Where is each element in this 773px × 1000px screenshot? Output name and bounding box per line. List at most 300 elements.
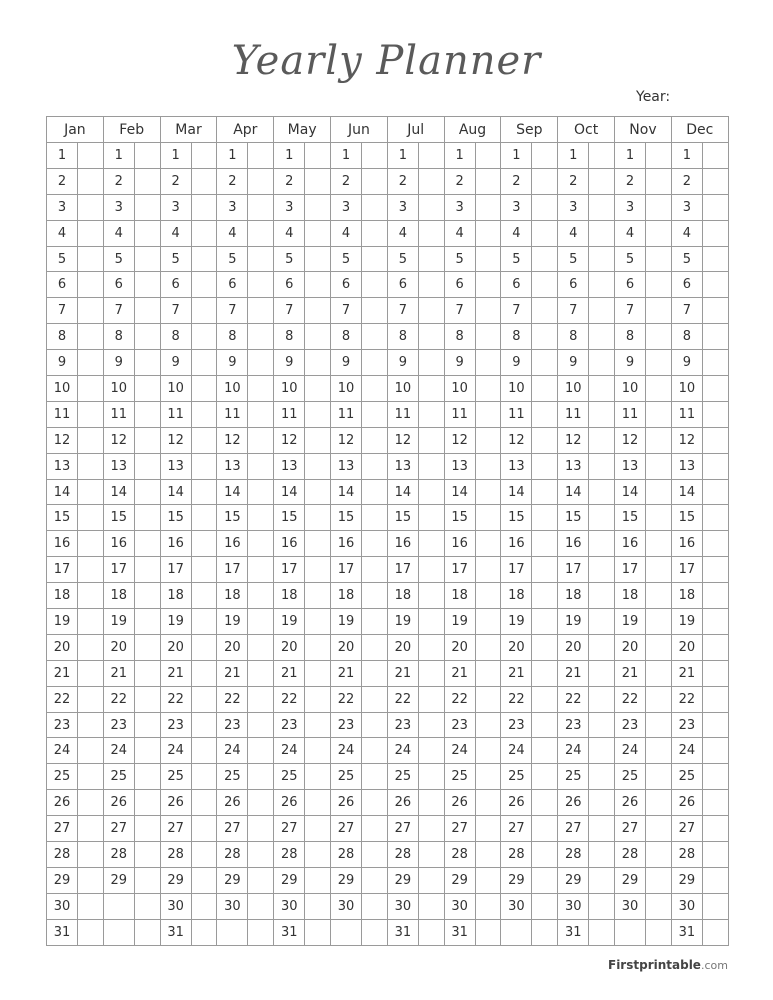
day-note-cell[interactable]: [78, 893, 104, 919]
day-note-cell[interactable]: [191, 401, 217, 427]
day-note-cell[interactable]: [646, 324, 672, 350]
day-note-cell[interactable]: [702, 842, 728, 868]
day-note-cell[interactable]: [134, 660, 160, 686]
day-note-cell[interactable]: [134, 842, 160, 868]
day-note-cell[interactable]: [646, 816, 672, 842]
day-note-cell[interactable]: [362, 764, 388, 790]
day-note-cell[interactable]: [532, 453, 558, 479]
day-note-cell[interactable]: [646, 194, 672, 220]
day-note-cell[interactable]: [475, 609, 501, 635]
day-note-cell[interactable]: [191, 505, 217, 531]
day-note-cell[interactable]: [532, 686, 558, 712]
day-note-cell[interactable]: [305, 376, 331, 402]
day-note-cell[interactable]: [646, 738, 672, 764]
day-note-cell[interactable]: [589, 427, 615, 453]
day-note-cell[interactable]: [532, 220, 558, 246]
day-note-cell[interactable]: [362, 816, 388, 842]
day-note-cell[interactable]: [305, 919, 331, 945]
day-note-cell[interactable]: [418, 738, 444, 764]
day-note-cell[interactable]: [134, 764, 160, 790]
day-note-cell[interactable]: [418, 298, 444, 324]
day-note-cell[interactable]: [134, 376, 160, 402]
day-note-cell[interactable]: [191, 350, 217, 376]
day-note-cell[interactable]: [362, 168, 388, 194]
day-note-cell[interactable]: [646, 220, 672, 246]
day-note-cell[interactable]: [475, 505, 501, 531]
day-note-cell[interactable]: [589, 583, 615, 609]
day-note-cell[interactable]: [475, 816, 501, 842]
day-note-cell[interactable]: [646, 583, 672, 609]
day-note-cell[interactable]: [305, 220, 331, 246]
day-note-cell[interactable]: [191, 634, 217, 660]
day-note-cell[interactable]: [362, 324, 388, 350]
day-note-cell[interactable]: [702, 686, 728, 712]
day-note-cell[interactable]: [475, 634, 501, 660]
day-note-cell[interactable]: [702, 143, 728, 169]
day-note-cell[interactable]: [134, 479, 160, 505]
day-note-cell[interactable]: [475, 298, 501, 324]
day-note-cell[interactable]: [702, 324, 728, 350]
day-note-cell[interactable]: [78, 712, 104, 738]
day-note-cell[interactable]: [418, 324, 444, 350]
day-note-cell[interactable]: [532, 376, 558, 402]
day-note-cell[interactable]: [248, 427, 274, 453]
day-note-cell[interactable]: [418, 376, 444, 402]
day-note-cell[interactable]: [305, 764, 331, 790]
day-note-cell[interactable]: [305, 324, 331, 350]
day-note-cell[interactable]: [305, 893, 331, 919]
day-note-cell[interactable]: [191, 816, 217, 842]
day-note-cell[interactable]: [475, 842, 501, 868]
day-note-cell[interactable]: [134, 867, 160, 893]
day-note-cell[interactable]: [191, 583, 217, 609]
day-note-cell[interactable]: [78, 505, 104, 531]
day-note-cell[interactable]: [418, 531, 444, 557]
day-note-cell[interactable]: [475, 660, 501, 686]
day-note-cell[interactable]: [305, 168, 331, 194]
day-note-cell[interactable]: [589, 919, 615, 945]
day-note-cell[interactable]: [646, 634, 672, 660]
day-note-cell[interactable]: [134, 531, 160, 557]
day-note-cell[interactable]: [362, 660, 388, 686]
day-note-cell[interactable]: [646, 686, 672, 712]
day-note-cell[interactable]: [702, 427, 728, 453]
day-note-cell[interactable]: [475, 479, 501, 505]
day-note-cell[interactable]: [475, 790, 501, 816]
day-note-cell[interactable]: [589, 246, 615, 272]
day-note-cell[interactable]: [78, 298, 104, 324]
day-note-cell[interactable]: [248, 220, 274, 246]
day-note-cell[interactable]: [702, 298, 728, 324]
day-note-cell[interactable]: [78, 557, 104, 583]
day-note-cell[interactable]: [305, 272, 331, 298]
day-note-cell[interactable]: [362, 479, 388, 505]
day-note-cell[interactable]: [702, 816, 728, 842]
day-note-cell[interactable]: [532, 324, 558, 350]
day-note-cell[interactable]: [646, 401, 672, 427]
day-note-cell[interactable]: [191, 168, 217, 194]
day-note-cell[interactable]: [248, 919, 274, 945]
day-note-cell[interactable]: [305, 505, 331, 531]
day-note-cell[interactable]: [418, 143, 444, 169]
day-note-cell[interactable]: [362, 634, 388, 660]
day-note-cell[interactable]: [78, 220, 104, 246]
day-note-cell[interactable]: [589, 867, 615, 893]
day-note-cell[interactable]: [475, 194, 501, 220]
day-note-cell[interactable]: [305, 660, 331, 686]
day-note-cell[interactable]: [532, 427, 558, 453]
day-note-cell[interactable]: [475, 143, 501, 169]
day-note-cell[interactable]: [418, 712, 444, 738]
day-note-cell[interactable]: [191, 246, 217, 272]
day-note-cell[interactable]: [78, 453, 104, 479]
day-note-cell[interactable]: [248, 479, 274, 505]
day-note-cell[interactable]: [362, 893, 388, 919]
day-note-cell[interactable]: [475, 272, 501, 298]
day-note-cell[interactable]: [475, 531, 501, 557]
day-note-cell[interactable]: [475, 350, 501, 376]
day-note-cell[interactable]: [532, 634, 558, 660]
day-note-cell[interactable]: [475, 557, 501, 583]
day-note-cell[interactable]: [532, 194, 558, 220]
day-note-cell[interactable]: [191, 427, 217, 453]
day-note-cell[interactable]: [646, 479, 672, 505]
day-note-cell[interactable]: [248, 867, 274, 893]
day-note-cell[interactable]: [532, 168, 558, 194]
day-note-cell[interactable]: [248, 401, 274, 427]
day-note-cell[interactable]: [702, 893, 728, 919]
day-note-cell[interactable]: [134, 194, 160, 220]
day-note-cell[interactable]: [78, 660, 104, 686]
day-note-cell[interactable]: [475, 401, 501, 427]
day-note-cell[interactable]: [702, 479, 728, 505]
day-note-cell[interactable]: [646, 427, 672, 453]
day-note-cell[interactable]: [646, 246, 672, 272]
day-note-cell[interactable]: [362, 557, 388, 583]
day-note-cell[interactable]: [78, 401, 104, 427]
day-note-cell[interactable]: [475, 867, 501, 893]
day-note-cell[interactable]: [362, 583, 388, 609]
day-note-cell[interactable]: [134, 401, 160, 427]
day-note-cell[interactable]: [78, 686, 104, 712]
day-note-cell[interactable]: [702, 220, 728, 246]
day-note-cell[interactable]: [589, 764, 615, 790]
day-note-cell[interactable]: [134, 712, 160, 738]
day-note-cell[interactable]: [362, 143, 388, 169]
day-note-cell[interactable]: [418, 919, 444, 945]
day-note-cell[interactable]: [362, 531, 388, 557]
day-note-cell[interactable]: [532, 660, 558, 686]
day-note-cell[interactable]: [646, 867, 672, 893]
day-note-cell[interactable]: [532, 764, 558, 790]
day-note-cell[interactable]: [532, 246, 558, 272]
day-note-cell[interactable]: [589, 194, 615, 220]
day-note-cell[interactable]: [305, 583, 331, 609]
day-note-cell[interactable]: [532, 143, 558, 169]
day-note-cell[interactable]: [418, 246, 444, 272]
day-note-cell[interactable]: [418, 686, 444, 712]
day-note-cell[interactable]: [646, 893, 672, 919]
day-note-cell[interactable]: [418, 867, 444, 893]
day-note-cell[interactable]: [305, 790, 331, 816]
day-note-cell[interactable]: [362, 738, 388, 764]
day-note-cell[interactable]: [248, 634, 274, 660]
day-note-cell[interactable]: [589, 505, 615, 531]
day-note-cell[interactable]: [134, 634, 160, 660]
day-note-cell[interactable]: [646, 764, 672, 790]
day-note-cell[interactable]: [362, 376, 388, 402]
day-note-cell[interactable]: [362, 453, 388, 479]
day-note-cell[interactable]: [78, 867, 104, 893]
day-note-cell[interactable]: [532, 790, 558, 816]
day-note-cell[interactable]: [248, 816, 274, 842]
day-note-cell[interactable]: [134, 738, 160, 764]
day-note-cell[interactable]: [418, 842, 444, 868]
day-note-cell[interactable]: [646, 376, 672, 402]
day-note-cell[interactable]: [248, 194, 274, 220]
day-note-cell[interactable]: [418, 427, 444, 453]
day-note-cell[interactable]: [305, 738, 331, 764]
day-note-cell[interactable]: [191, 686, 217, 712]
day-note-cell[interactable]: [78, 272, 104, 298]
day-note-cell[interactable]: [305, 350, 331, 376]
day-note-cell[interactable]: [191, 531, 217, 557]
day-note-cell[interactable]: [532, 893, 558, 919]
day-note-cell[interactable]: [78, 194, 104, 220]
day-note-cell[interactable]: [702, 168, 728, 194]
day-note-cell[interactable]: [305, 246, 331, 272]
day-note-cell[interactable]: [305, 609, 331, 635]
day-note-cell[interactable]: [78, 168, 104, 194]
day-note-cell[interactable]: [134, 453, 160, 479]
day-note-cell[interactable]: [646, 298, 672, 324]
day-note-cell[interactable]: [78, 143, 104, 169]
day-note-cell[interactable]: [646, 505, 672, 531]
day-note-cell[interactable]: [305, 686, 331, 712]
day-note-cell[interactable]: [532, 298, 558, 324]
day-note-cell[interactable]: [134, 893, 160, 919]
day-note-cell[interactable]: [78, 738, 104, 764]
day-note-cell[interactable]: [475, 764, 501, 790]
day-note-cell[interactable]: [78, 324, 104, 350]
day-note-cell[interactable]: [475, 712, 501, 738]
day-note-cell[interactable]: [362, 609, 388, 635]
day-note-cell[interactable]: [475, 453, 501, 479]
day-note-cell[interactable]: [475, 738, 501, 764]
day-note-cell[interactable]: [305, 453, 331, 479]
day-note-cell[interactable]: [418, 401, 444, 427]
day-note-cell[interactable]: [589, 790, 615, 816]
day-note-cell[interactable]: [134, 350, 160, 376]
day-note-cell[interactable]: [134, 557, 160, 583]
day-note-cell[interactable]: [702, 557, 728, 583]
day-note-cell[interactable]: [702, 246, 728, 272]
day-note-cell[interactable]: [362, 246, 388, 272]
day-note-cell[interactable]: [418, 350, 444, 376]
day-note-cell[interactable]: [418, 790, 444, 816]
day-note-cell[interactable]: [248, 376, 274, 402]
day-note-cell[interactable]: [646, 350, 672, 376]
day-note-cell[interactable]: [78, 479, 104, 505]
day-note-cell[interactable]: [134, 246, 160, 272]
day-note-cell[interactable]: [191, 712, 217, 738]
day-note-cell[interactable]: [418, 194, 444, 220]
day-note-cell[interactable]: [134, 143, 160, 169]
day-note-cell[interactable]: [134, 168, 160, 194]
day-note-cell[interactable]: [532, 816, 558, 842]
day-note-cell[interactable]: [532, 479, 558, 505]
day-note-cell[interactable]: [475, 427, 501, 453]
day-note-cell[interactable]: [248, 686, 274, 712]
day-note-cell[interactable]: [134, 790, 160, 816]
day-note-cell[interactable]: [418, 557, 444, 583]
day-note-cell[interactable]: [305, 194, 331, 220]
day-note-cell[interactable]: [248, 324, 274, 350]
day-note-cell[interactable]: [362, 686, 388, 712]
day-note-cell[interactable]: [134, 272, 160, 298]
day-note-cell[interactable]: [78, 531, 104, 557]
day-note-cell[interactable]: [702, 764, 728, 790]
day-note-cell[interactable]: [475, 686, 501, 712]
day-note-cell[interactable]: [191, 453, 217, 479]
day-note-cell[interactable]: [589, 660, 615, 686]
day-note-cell[interactable]: [362, 712, 388, 738]
day-note-cell[interactable]: [305, 298, 331, 324]
day-note-cell[interactable]: [532, 712, 558, 738]
day-note-cell[interactable]: [191, 143, 217, 169]
day-note-cell[interactable]: [248, 738, 274, 764]
day-note-cell[interactable]: [475, 324, 501, 350]
day-note-cell[interactable]: [362, 401, 388, 427]
day-note-cell[interactable]: [646, 842, 672, 868]
day-note-cell[interactable]: [532, 350, 558, 376]
day-note-cell[interactable]: [191, 609, 217, 635]
day-note-cell[interactable]: [134, 427, 160, 453]
day-note-cell[interactable]: [589, 272, 615, 298]
day-note-cell[interactable]: [532, 609, 558, 635]
day-note-cell[interactable]: [362, 427, 388, 453]
day-note-cell[interactable]: [305, 427, 331, 453]
day-note-cell[interactable]: [191, 764, 217, 790]
day-note-cell[interactable]: [418, 634, 444, 660]
day-note-cell[interactable]: [589, 143, 615, 169]
day-note-cell[interactable]: [418, 660, 444, 686]
day-note-cell[interactable]: [248, 764, 274, 790]
day-note-cell[interactable]: [191, 298, 217, 324]
day-note-cell[interactable]: [78, 816, 104, 842]
day-note-cell[interactable]: [248, 842, 274, 868]
day-note-cell[interactable]: [305, 816, 331, 842]
day-note-cell[interactable]: [191, 324, 217, 350]
day-note-cell[interactable]: [589, 557, 615, 583]
day-note-cell[interactable]: [305, 143, 331, 169]
day-note-cell[interactable]: [134, 609, 160, 635]
day-note-cell[interactable]: [702, 738, 728, 764]
day-note-cell[interactable]: [702, 194, 728, 220]
day-note-cell[interactable]: [702, 583, 728, 609]
day-note-cell[interactable]: [532, 919, 558, 945]
day-note-cell[interactable]: [78, 919, 104, 945]
day-note-cell[interactable]: [702, 712, 728, 738]
day-note-cell[interactable]: [248, 168, 274, 194]
day-note-cell[interactable]: [78, 634, 104, 660]
day-note-cell[interactable]: [362, 350, 388, 376]
day-note-cell[interactable]: [248, 583, 274, 609]
day-note-cell[interactable]: [475, 168, 501, 194]
day-note-cell[interactable]: [646, 143, 672, 169]
day-note-cell[interactable]: [589, 298, 615, 324]
day-note-cell[interactable]: [305, 401, 331, 427]
day-note-cell[interactable]: [362, 220, 388, 246]
day-note-cell[interactable]: [191, 194, 217, 220]
day-note-cell[interactable]: [191, 220, 217, 246]
day-note-cell[interactable]: [418, 816, 444, 842]
day-note-cell[interactable]: [248, 505, 274, 531]
day-note-cell[interactable]: [134, 919, 160, 945]
day-note-cell[interactable]: [532, 583, 558, 609]
day-note-cell[interactable]: [248, 350, 274, 376]
day-note-cell[interactable]: [646, 168, 672, 194]
day-note-cell[interactable]: [78, 350, 104, 376]
day-note-cell[interactable]: [418, 505, 444, 531]
day-note-cell[interactable]: [589, 350, 615, 376]
day-note-cell[interactable]: [589, 324, 615, 350]
day-note-cell[interactable]: [134, 686, 160, 712]
day-note-cell[interactable]: [646, 557, 672, 583]
day-note-cell[interactable]: [646, 790, 672, 816]
day-note-cell[interactable]: [646, 712, 672, 738]
day-note-cell[interactable]: [475, 919, 501, 945]
day-note-cell[interactable]: [532, 842, 558, 868]
day-note-cell[interactable]: [475, 246, 501, 272]
day-note-cell[interactable]: [248, 790, 274, 816]
day-note-cell[interactable]: [362, 919, 388, 945]
day-note-cell[interactable]: [418, 168, 444, 194]
day-note-cell[interactable]: [646, 272, 672, 298]
day-note-cell[interactable]: [589, 712, 615, 738]
day-note-cell[interactable]: [589, 168, 615, 194]
day-note-cell[interactable]: [589, 531, 615, 557]
day-note-cell[interactable]: [475, 893, 501, 919]
day-note-cell[interactable]: [646, 919, 672, 945]
day-note-cell[interactable]: [362, 867, 388, 893]
day-note-cell[interactable]: [305, 867, 331, 893]
day-note-cell[interactable]: [78, 246, 104, 272]
day-note-cell[interactable]: [248, 660, 274, 686]
day-note-cell[interactable]: [191, 867, 217, 893]
day-note-cell[interactable]: [418, 220, 444, 246]
day-note-cell[interactable]: [702, 609, 728, 635]
day-note-cell[interactable]: [702, 531, 728, 557]
day-note-cell[interactable]: [532, 557, 558, 583]
day-note-cell[interactable]: [248, 453, 274, 479]
day-note-cell[interactable]: [702, 505, 728, 531]
day-note-cell[interactable]: [589, 686, 615, 712]
day-note-cell[interactable]: [589, 893, 615, 919]
day-note-cell[interactable]: [589, 816, 615, 842]
day-note-cell[interactable]: [78, 790, 104, 816]
day-note-cell[interactable]: [418, 583, 444, 609]
day-note-cell[interactable]: [248, 712, 274, 738]
day-note-cell[interactable]: [702, 660, 728, 686]
day-note-cell[interactable]: [646, 609, 672, 635]
day-note-cell[interactable]: [248, 272, 274, 298]
day-note-cell[interactable]: [248, 246, 274, 272]
day-note-cell[interactable]: [362, 790, 388, 816]
day-note-cell[interactable]: [532, 738, 558, 764]
day-note-cell[interactable]: [305, 634, 331, 660]
day-note-cell[interactable]: [134, 583, 160, 609]
